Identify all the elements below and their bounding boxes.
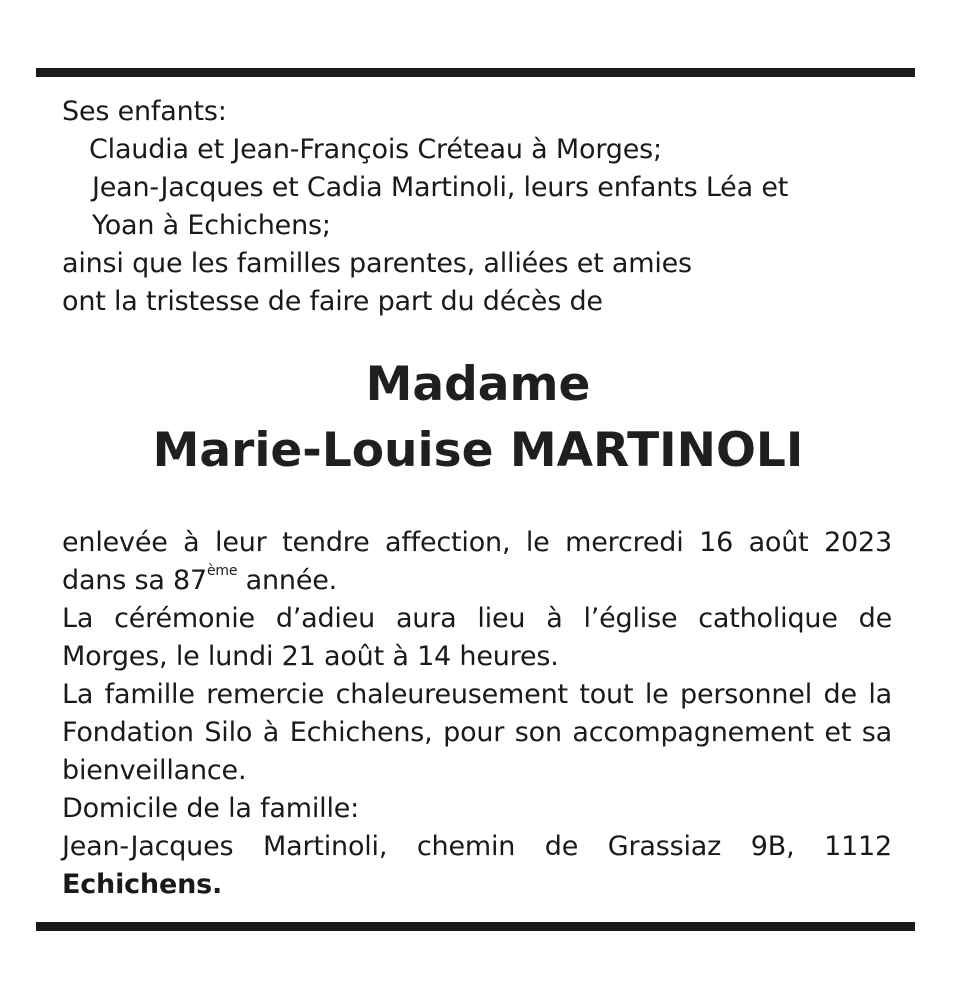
- top-rule: [36, 68, 915, 77]
- deceased-name: Marie-Louise MARTINOLI: [152, 423, 804, 478]
- passing-text: enlevée à leur tendre affection, le mercredi 16 août 2023 dans sa 87: [62, 527, 892, 596]
- survivors-heading: Ses enfants:: [62, 96, 227, 127]
- deceased-name-block: [0, 352, 956, 484]
- deceased-title: Madame: [365, 357, 591, 412]
- survivor-entry-2-line-2: Yoan à Echichens;: [92, 210, 331, 241]
- ceremony-paragraph: La cérémonie d’adieu aura lieu à l’église catholique de Morges, le lundi 21 août à 14 heures.: [62, 603, 892, 672]
- domicile-address: Jean-Jacques Martinoli, chemin de Grassiaz 9B, 1112: [62, 831, 892, 862]
- age-ordinal-suffix: ème: [207, 563, 238, 579]
- thanks-paragraph: La famille remercie chaleureusement tout le personnel de la Fondation Silo à Echichens, pour son accompagnement et sa bienveillance.: [62, 679, 892, 786]
- families-line-1: ainsi que les familles parentes, alliées et amies: [62, 248, 692, 279]
- families-line-2: ont la tristesse de faire part du décès de: [62, 286, 603, 317]
- age-word: année.: [237, 565, 338, 596]
- announcement-details: [62, 524, 892, 904]
- bottom-rule: [36, 922, 915, 931]
- passing-paragraph: [62, 524, 892, 600]
- survivor-entry-2-line-1: Jean-Jacques et Cadia Martinoli, leurs enfants Léa et: [92, 172, 789, 203]
- domicile-heading: Domicile de la famille:: [62, 793, 360, 824]
- survivors-section: [62, 93, 892, 321]
- domicile-town: Echichens.: [62, 869, 223, 900]
- survivor-entry-1: Claudia et Jean-François Créteau à Morges;: [89, 134, 662, 165]
